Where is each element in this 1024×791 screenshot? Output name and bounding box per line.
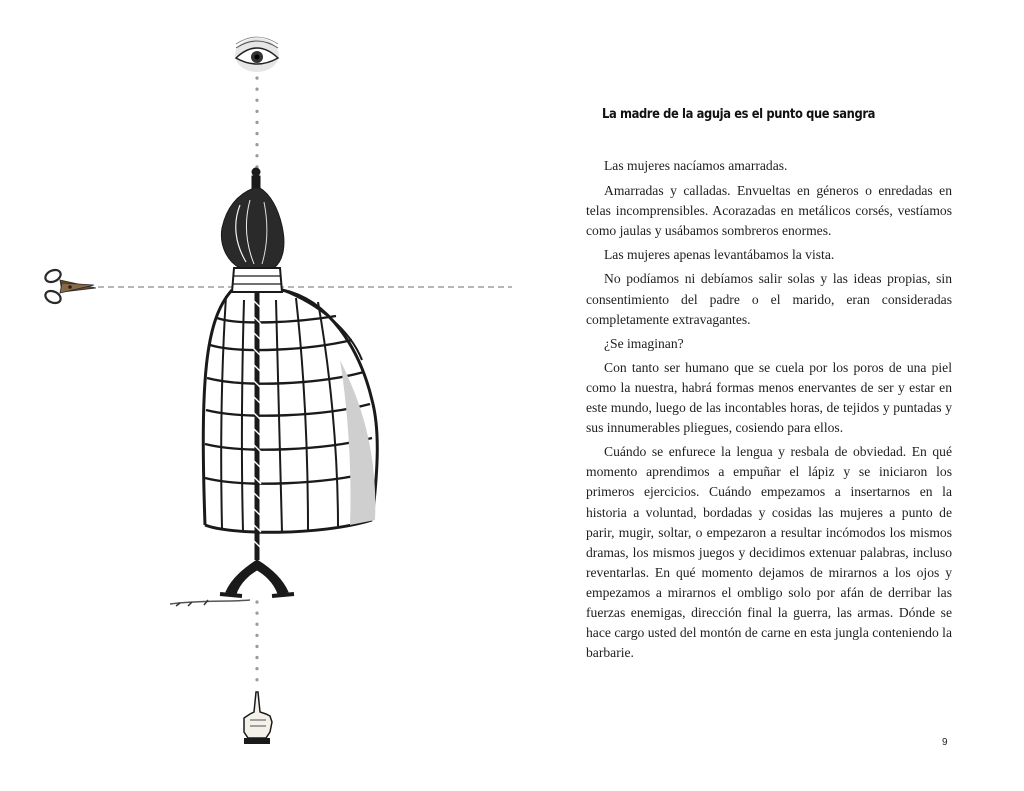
paragraph: No podíamos ni debíamos salir solas y las ideas propias, sin consentimiento del padre o el marido, eran consideradas completamente extravagantes.	[586, 271, 952, 327]
chapter-heading: La madre de la aguja es el punto que sangra	[602, 107, 876, 122]
paragraph: Las mujeres nacíamos amarradas.	[604, 158, 788, 173]
scissors-icon	[43, 268, 96, 306]
paragraph: Con tanto ser humano que se cuela por los poros de una piel como la nuestra, habrá formas menos enervantes de ser y estar en este mundo, luego de las incontables horas, de tejidos y puntadas y sus innumerables pliegues, cosiendo para ellos.	[586, 359, 952, 436]
text-page	[586, 0, 952, 791]
pointing-hand-icon	[244, 692, 272, 744]
paragraph: Amarradas y calladas. Envueltas en géneros o enredadas en telas incomprensibles. Acorazadas en metálicos corsés, vestíamos como jaulas y usábamos sombreros enormes.	[586, 183, 952, 239]
dress-form-icon	[170, 168, 377, 606]
page-number: 9	[942, 737, 948, 748]
eye-icon	[235, 37, 279, 72]
paragraph: Cuándo se enfurece la lengua y resbala de obviedad. En qué momento aprendimos a empuñar el lápiz y se iniciaron los primeros ejercicios. Cuándo empezamos a insertarnos en la historia a voluntad, bordadas y cosidas las mujeres a punto de parir, mugir, soltar, o empezaron a resultar incómodos los mismos dramas, los mismos juegos y decidimos extenuar palabras, incluso reventarlas. En qué momento dejamos de mirarnos a los ojos y empezamos a mirarnos el ombligo solo por afán de derribar las fuerzas enemigas, dirección final la guerra, las armas. Dónde se hace cargo usted del montón de carne en esta jungla conteniendo la barbarie.	[586, 444, 952, 661]
paragraph: Las mujeres apenas levantábamos la vista.	[604, 247, 835, 263]
body-text	[586, 156, 952, 667]
paragraph: ¿Se imaginan?	[604, 335, 684, 351]
